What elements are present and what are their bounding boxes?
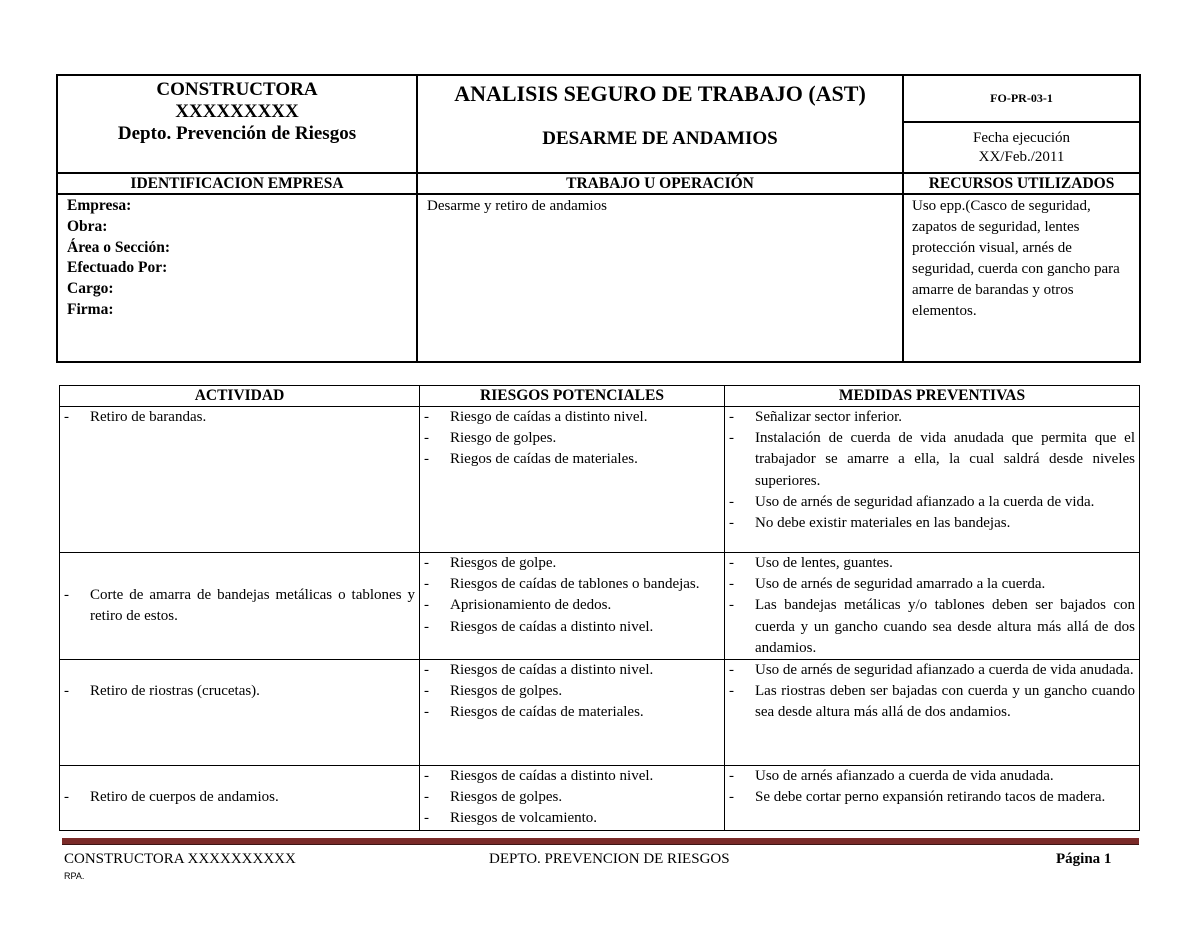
field-obra: Obra: <box>67 217 108 235</box>
list-item <box>725 660 1135 681</box>
date-label: Fecha ejecución <box>972 129 1071 146</box>
form-code: FO-PR-03-1 <box>903 75 1140 122</box>
bullet-dash: - <box>64 683 69 700</box>
list-item <box>725 428 1135 492</box>
measure-text: Señalizar sector inferior. <box>755 409 903 425</box>
risks-cell <box>420 407 725 553</box>
bullet-dash: - <box>64 789 69 806</box>
bullet-dash: - <box>424 409 429 425</box>
list-item <box>420 660 720 681</box>
risk-text: Riesgo de caídas a distinto nivel. <box>450 409 648 425</box>
activity-cell <box>60 766 420 831</box>
list-item <box>725 513 1135 534</box>
measures-cell <box>725 766 1140 831</box>
list-item <box>725 787 1135 808</box>
activity-column-header: ACTIVIDAD <box>60 386 420 407</box>
activity-cell <box>60 553 420 660</box>
list-item <box>420 553 720 574</box>
risk-text: Riesgo de golpes. <box>450 430 557 447</box>
page-title: ANALISIS SEGURO DE TRABAJO (AST) <box>454 81 866 106</box>
table-row <box>60 407 1140 553</box>
field-cargo: Cargo: <box>67 280 114 298</box>
list-item <box>420 595 720 616</box>
activity-cell <box>60 660 420 766</box>
list-item <box>420 428 720 449</box>
field-empresa: Empresa: <box>67 197 132 214</box>
company-header-cell <box>57 75 417 173</box>
table-row <box>60 766 1140 831</box>
measures-cell <box>725 660 1140 766</box>
risk-text: Riesgos de caídas a distinto nivel. <box>450 618 654 635</box>
bullet-dash: - <box>424 555 429 571</box>
list-item <box>420 407 720 428</box>
measure-text: Las bandejas metálicas y/o tablones deben ser bajados con cuerda y un gancho cuando sea desde altura más allá de dos andamios. <box>755 597 1135 656</box>
bullet-dash: - <box>424 683 429 700</box>
recursos-heading: RECURSOS UTILIZADOS <box>903 173 1140 194</box>
list-item <box>60 787 415 808</box>
measure-text: Se debe cortar perno expansión retirando tacos de madera. <box>755 789 1106 806</box>
footer-department: DEPTO. PREVENCION DE RIESGOS <box>489 851 730 867</box>
activities-table <box>59 385 1140 831</box>
bullet-dash: - <box>64 409 69 425</box>
list-item <box>420 808 720 829</box>
list-item <box>420 449 720 470</box>
measure-text: Uso de arnés de seguridad amarrado a la cuerda. <box>755 576 1046 593</box>
risks-column-header: RIESGOS POTENCIALES <box>420 386 725 407</box>
list-item <box>725 574 1135 595</box>
bullet-dash: - <box>729 768 734 785</box>
risk-text: Aprisionamiento de dedos. <box>450 597 612 614</box>
measure-text: No debe existir materiales en las bandejas. <box>755 515 1011 532</box>
bullet-dash: - <box>729 789 734 806</box>
page-number: Página 1 <box>1056 851 1112 867</box>
page-subtitle: DESARME DE ANDAMIOS <box>542 128 778 149</box>
risks-cell <box>420 660 725 766</box>
footer-rule <box>62 838 1139 845</box>
measures-cell <box>725 407 1140 553</box>
risk-text: Riegos de caídas de materiales. <box>450 451 638 468</box>
bullet-dash: - <box>729 493 734 510</box>
department-name: Depto. Prevención de Riesgos <box>117 123 357 144</box>
field-area: Área o Sección: <box>67 238 171 256</box>
bullet-dash: - <box>729 597 734 614</box>
risk-text: Riesgos de golpes. <box>450 683 563 700</box>
company-code: XXXXXXXXX <box>175 101 299 122</box>
risk-text: Riesgos de caídas de tablones o bandejas. <box>450 576 700 593</box>
trabajo-heading: TRABAJO U OPERACIÓN <box>417 173 903 194</box>
activity-text: Retiro de riostras (crucetas). <box>90 683 260 700</box>
measure-text: Uso de arnés de seguridad afianzado a cuerda de vida anudada. <box>755 662 1134 679</box>
list-item <box>725 766 1135 787</box>
list-item <box>420 787 720 808</box>
list-item <box>725 407 1135 428</box>
header-table <box>56 74 1141 363</box>
trabajo-description: Desarme y retiro de andamios <box>417 194 903 362</box>
measure-text: Las riostras deben ser bajadas con cuerda y un gancho cuando sea desde altura más allá de dos andamios. <box>755 683 1135 721</box>
measure-text: Uso de lentes, guantes. <box>755 555 893 571</box>
list-item <box>60 681 415 702</box>
empresa-fields <box>57 194 417 362</box>
bullet-dash: - <box>64 586 69 603</box>
risk-text: Riesgos de caídas a distinto nivel. <box>450 662 654 679</box>
list-item <box>420 681 720 702</box>
risk-text: Riesgos de volcamiento. <box>450 810 598 827</box>
bullet-dash: - <box>424 576 429 593</box>
table-row <box>60 553 1140 660</box>
bullet-dash: - <box>424 768 429 785</box>
empresa-heading: IDENTIFICACION EMPRESA <box>57 173 417 194</box>
bullet-dash: - <box>729 662 734 679</box>
bullet-dash: - <box>424 430 429 447</box>
title-cell <box>417 75 903 173</box>
measures-cell <box>725 553 1140 660</box>
bullet-dash: - <box>424 597 429 614</box>
footer-company: CONSTRUCTORA XXXXXXXXXX <box>64 851 296 867</box>
activity-cell <box>60 407 420 553</box>
bullet-dash: - <box>729 683 734 700</box>
field-firma: Firma: <box>67 300 114 318</box>
bullet-dash: - <box>424 789 429 806</box>
list-item <box>725 681 1135 723</box>
risks-cell <box>420 553 725 660</box>
list-item <box>420 766 720 787</box>
table-row <box>60 660 1140 766</box>
list-item <box>420 702 720 723</box>
measures-column-header: MEDIDAS PREVENTIVAS <box>725 386 1140 407</box>
list-item <box>725 595 1135 659</box>
list-item <box>725 553 1135 574</box>
measure-text: Uso de arnés de seguridad afianzado a la cuerda de vida. <box>755 493 1095 510</box>
date-value: XX/Feb./2011 <box>978 148 1065 165</box>
activity-text: Retiro de barandas. <box>90 409 207 425</box>
bullet-dash: - <box>424 451 429 468</box>
recursos-description: Uso epp.(Casco de seguridad, zapatos de seguridad, lentes protección visual, arnés de seguridad, cuerda con gancho para amarre de barandas y otros elementos. <box>903 194 1140 362</box>
bullet-dash: - <box>729 576 734 593</box>
bullet-dash: - <box>729 555 734 571</box>
list-item <box>60 407 415 428</box>
bullet-dash: - <box>729 515 734 532</box>
list-item <box>725 492 1135 513</box>
risks-cell <box>420 766 725 831</box>
bullet-dash: - <box>729 409 734 425</box>
measure-text: Uso de arnés afianzado a cuerda de vida anudada. <box>755 768 1054 785</box>
field-efectuado: Efectuado Por: <box>67 259 168 277</box>
company-name: CONSTRUCTORA <box>156 79 318 100</box>
risk-text: Riesgos de golpes. <box>450 789 563 806</box>
bullet-dash: - <box>424 704 429 721</box>
risk-text: Riesgos de caídas de materiales. <box>450 704 644 721</box>
risk-text: Riesgos de golpe. <box>450 555 557 571</box>
footer-initials: RPA. <box>64 871 85 881</box>
list-item <box>420 574 720 595</box>
bullet-dash: - <box>729 430 734 447</box>
activity-text: Retiro de cuerpos de andamios. <box>90 789 279 806</box>
bullet-dash: - <box>424 810 429 827</box>
activity-text: Corte de amarra de bandejas metálicas o tablones y retiro de estos. <box>90 586 415 624</box>
bullet-dash: - <box>424 662 429 679</box>
risk-text: Riesgos de caídas a distinto nivel. <box>450 768 654 785</box>
list-item <box>420 617 720 638</box>
date-cell <box>903 122 1140 173</box>
measure-text: Instalación de cuerda de vida anudada que permita que el trabajador se amarre a ella, la cual saldrá desde niveles superiores. <box>755 430 1135 489</box>
bullet-dash: - <box>424 618 429 635</box>
list-item <box>60 585 415 627</box>
